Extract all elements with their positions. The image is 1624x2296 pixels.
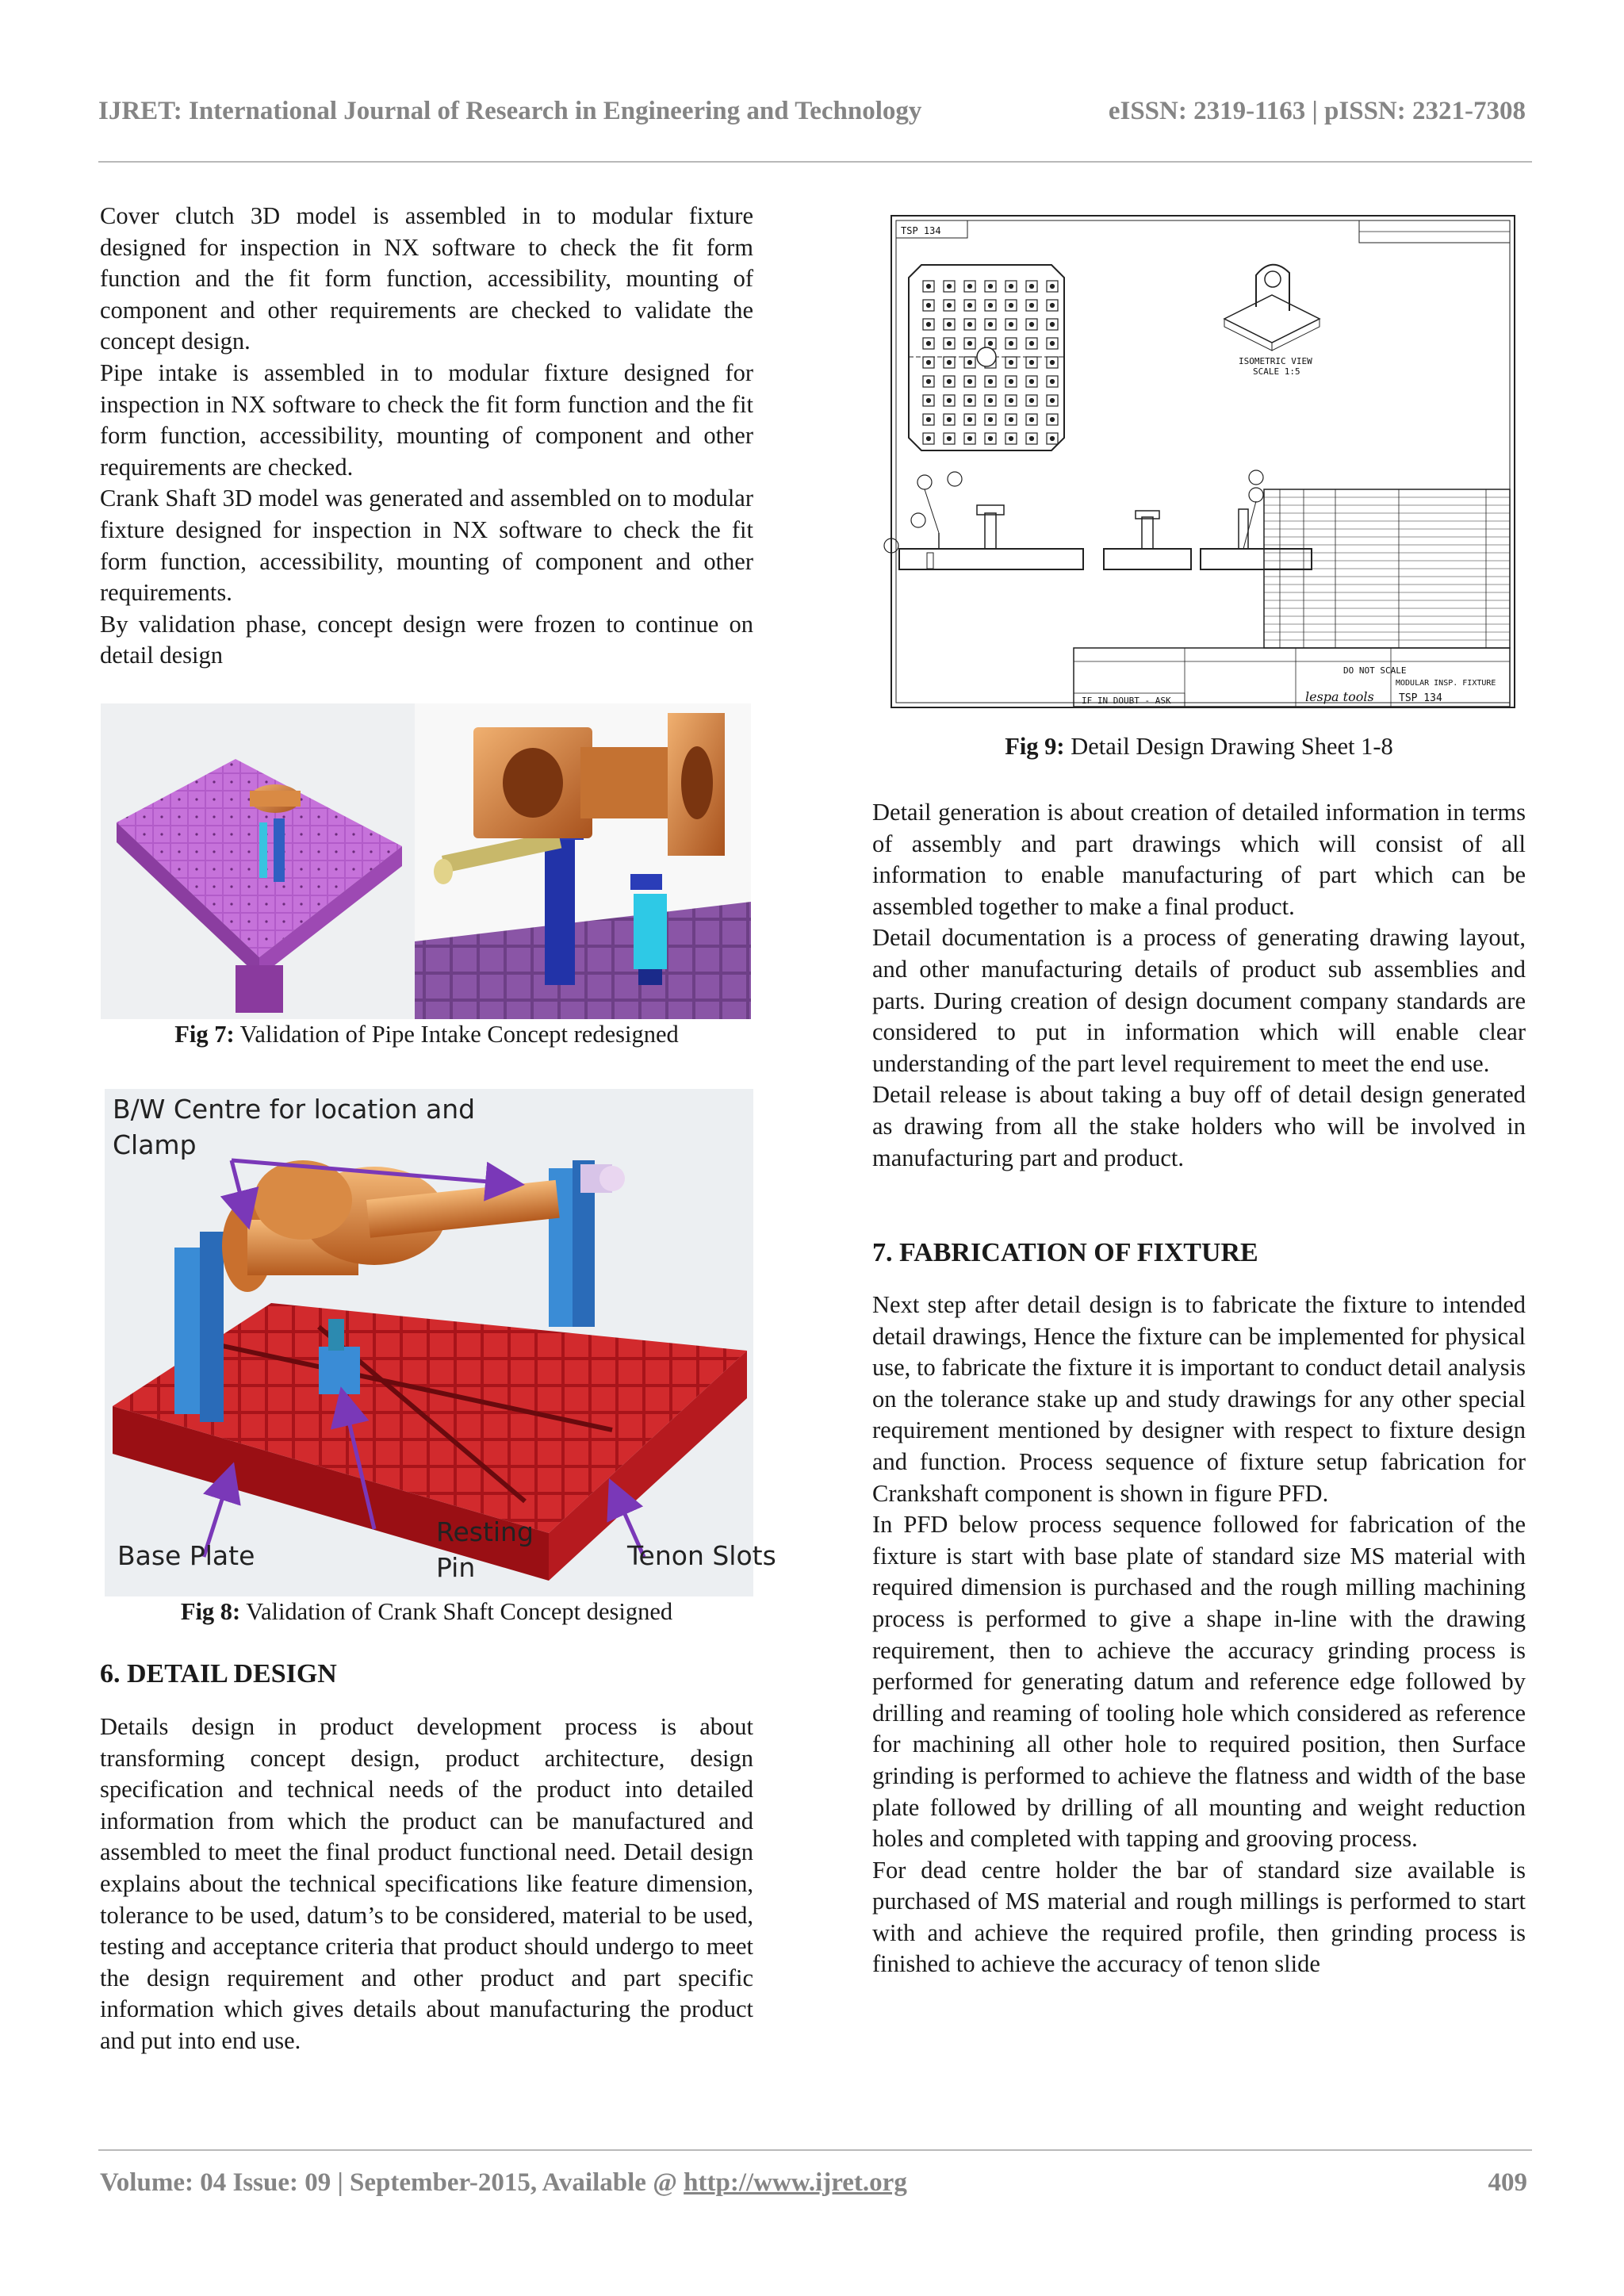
left-column-intro: [100, 201, 753, 672]
section-6-heading: 6. DETAIL DESIGN: [100, 1659, 337, 1688]
figure-8-caption: [100, 1598, 753, 1626]
figure-9-drawing: [883, 200, 1522, 723]
figure-8-label: Fig 8:: [180, 1598, 241, 1625]
right-column-fabrication: [872, 1290, 1526, 1980]
drawing-company: lespa tools: [1305, 689, 1374, 704]
annotation-resting-line2: Pin: [436, 1552, 476, 1583]
drawing-doubt-note: IF IN DOUBT - ASK: [1082, 696, 1171, 706]
page-number: 409: [1488, 2168, 1527, 2197]
annotation-centre-line2: Clamp: [113, 1129, 197, 1160]
paragraph-next-step: Next step after detail design is to fabricate the fixture to intended detail drawings, Hence the fixture can be implemented for physical use, to fabricate the fixture it is important to conduct detail analysis on the tolerance stake up and study drawings for any other special requirement mentioned by designer with respect to fixture design and function. Process sequence of fixture setup fabrication for Crankshaft component is shown in figure PFD.: [872, 1291, 1526, 1507]
figure-9-label: Fig 9:: [1005, 733, 1065, 760]
plate-plan-view: [909, 265, 1064, 450]
figure-8-image: [105, 1089, 776, 1596]
header-rule: [98, 161, 1532, 163]
paragraph-detail-release: Detail release is about taking a buy off of detail design generated as drawing from all the stake holders who will be involved in manufacturing part and product.: [872, 1081, 1526, 1171]
paragraph-detail-generation: Detail generation is about creation of detailed information in terms of assembly and part drawings which will consist of all information to enable manufacturing of part which can be assembled together to make a final product.: [872, 799, 1526, 920]
parts-list-table: [1264, 489, 1510, 648]
figure-9-caption: [872, 733, 1526, 761]
paragraph-crank-shaft: Crank Shaft 3D model was generated and assembled on to modular fixture designed for inspection in NX software to check the fit form function, accessibility, mounting of component and other requirements.: [100, 485, 753, 607]
figure-7-caption-text: Validation of Pipe Intake Concept redesigned: [234, 1021, 679, 1048]
issn-info: eISSN: 2319-1163 | pISSN: 2321-7308: [1108, 97, 1526, 125]
section-7-heading: 7. FABRICATION OF FIXTURE: [872, 1238, 1258, 1267]
paragraph-detail-documentation: Detail documentation is a process of generating drawing layout, and other manufacturing details of product sub assemblies and parts. During creation of design document company standards are considered to put in information which will enable clear understanding of the part level requirement to meet the end use.: [872, 924, 1526, 1077]
paragraph-cover-clutch: Cover clutch 3D model is assembled in to modular fixture designed for inspection in NX software to check the fit form function and the fit form function, accessibility, mounting of component and other requirements are checked to validate the concept design.: [100, 202, 753, 355]
annotation-tenon-slots: Tenon Slots: [627, 1540, 776, 1571]
iso-view-label-line2: SCALE 1:5: [1253, 366, 1300, 377]
drawing-do-not-scale: DO NOT SCALE: [1343, 665, 1407, 676]
drawing-sheet-id: TSP 134: [901, 225, 941, 236]
footer-volume: Volume: 04 Issue: 09 | September-2015, Available @: [100, 2168, 684, 2197]
annotation-base-plate: Base Plate: [117, 1540, 255, 1571]
running-header: [98, 97, 1526, 132]
annotation-centre-line1: B/W Centre for location and: [113, 1094, 476, 1125]
drawing-number: TSP 134: [1399, 692, 1442, 704]
paragraph-dead-centre: For dead centre holder the bar of standard size available is purchased of MS material and rough millings is performed to start with and achieve the required profile, then grinding process is finished to achieve the accuracy of tenon slide: [872, 1856, 1526, 1978]
figure-7-caption: [100, 1021, 753, 1048]
running-footer: [100, 2168, 1527, 2203]
right-column-detail: [872, 797, 1526, 1174]
paragraph-pfd-sequence: In PFD below process sequence followed for fabrication of the fixture is start with base plate of standard size MS material with required dimension is purchased and the rough milling machining process is performed to give a shape in-line with the drawing requirement, then to achieve the accuracy grinding process is performed for generating datum and reference edge followed by drilling and reaming of tooling hole which considered as reference for machining all other hole to required position, then Surface grinding is performed to achieve the flatness and width of the base plate followed by drilling of all mounting and weight reduction holes and completed with tapping and grooving process.: [872, 1511, 1526, 1853]
section-6-body: [100, 1711, 753, 2057]
figure-8-caption-text: Validation of Crank Shaft Concept designed: [240, 1598, 673, 1625]
figure-9-caption-text: Detail Design Drawing Sheet 1-8: [1064, 733, 1393, 760]
paragraph-validation-phase: By validation phase, concept design were frozen to continue on detail design: [100, 610, 753, 669]
iso-view-label-line1: ISOMETRIC VIEW: [1239, 356, 1312, 366]
figure-7-image: [101, 703, 751, 1019]
paragraph-detail-design: Details design in product development process is about transforming concept design, product architecture, design specification and technical needs of the product into detailed information from which the product can be manufactured and assembled to meet the final product functional need. Detail design explains about the technical specifications like feature dimension, tolerance to be used, datum’s to be considered, material to be used, testing and acceptance criteria that product should undergo to meet the design requirement and other product and part specific information which gives details about manufacturing the product and put into end use.: [100, 1713, 753, 2054]
annotation-resting-line1: Resting: [436, 1516, 534, 1547]
figure-7-label: Fig 7:: [174, 1021, 235, 1048]
footer-url-link[interactable]: http://www.ijret.org: [684, 2168, 907, 2197]
drawing-title: MODULAR INSP. FIXTURE: [1396, 679, 1496, 688]
footer-rule: [98, 2149, 1532, 2151]
journal-title: IJRET: International Journal of Research in Engineering and Technology: [98, 97, 922, 125]
paragraph-pipe-intake: Pipe intake is assembled in to modular fixture designed for inspection in NX software to check the fit form function and the fit form function, accessibility, mounting of component and other requirements are checked.: [100, 358, 753, 481]
